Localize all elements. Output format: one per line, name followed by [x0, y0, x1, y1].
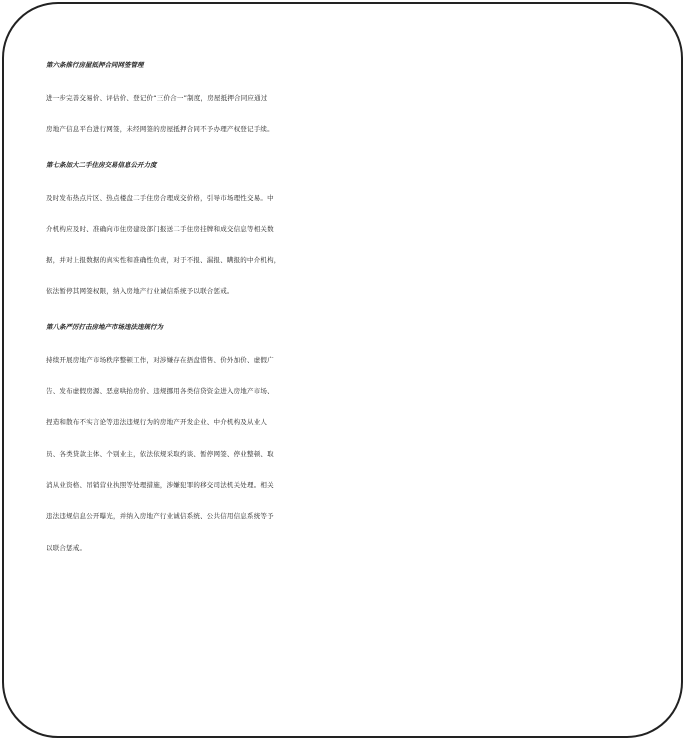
body-line: 房地产信息平台进行网签，未经网签的房屋抵押合同不予办理产权登记手续。 — [46, 125, 274, 134]
article-8 — [46, 312, 656, 564]
body-line: 告、发布虚假房源、恶意哄抬房价、违规挪用各类信贷资金进入房地产市场、 — [46, 387, 274, 396]
body-line: 以联合惩戒。 — [46, 543, 87, 552]
body-line: 持续开展房地产市场秩序整顿工作，对涉嫌存在捂盘惜售、价外加价、虚假广 — [46, 355, 274, 364]
article-body — [46, 83, 656, 146]
document-content — [46, 50, 656, 568]
body-line: 违法违规信息公开曝光，并纳入房地产行业诚信系统、公共信用信息系统等予 — [46, 512, 274, 521]
body-line: 员、各类贷款主体、个别业主，依法依规采取约谈、暂停网签、停业整顿、取 — [46, 449, 274, 458]
article-body — [46, 345, 656, 564]
article-title: 第七条加大二手住房交易信息公开力度 — [46, 160, 157, 169]
article-title: 第六条推行房屋抵押合同网签管理 — [46, 61, 144, 69]
document-card — [2, 2, 683, 738]
body-line: 消从业资格、吊销营业执照等处理措施，涉嫌犯罪的移交司法机关处理。相关 — [46, 480, 274, 489]
article-title: 第八条严厉打击房地产市场违法违规行为 — [46, 322, 163, 331]
body-line: 介机构应及时、准确向市住房建设部门报送二手住房挂牌和成交信息等相关数 — [46, 224, 274, 233]
article-6 — [46, 50, 656, 146]
body-line: 据，并对上报数据的真实性和准确性负责，对于不报、漏报、瞒报的中介机构， — [46, 256, 281, 265]
body-line: 捏造和散布不实言论等违法违规行为的房地产开发企业、中介机构及从业人 — [46, 418, 268, 427]
body-line: 依法暂停其网签权限，纳入房地产行业诚信系统予以联合惩戒。 — [46, 287, 234, 296]
body-line: 进一步完善交易价、评估价、登记价“三价合一”制度，房屋抵押合同应通过 — [46, 94, 268, 102]
article-body — [46, 183, 656, 308]
article-7 — [46, 150, 656, 308]
body-line: 及时发布热点片区、热点楼盘二手住房合理成交价格，引导市场理性交易。中 — [46, 193, 274, 202]
